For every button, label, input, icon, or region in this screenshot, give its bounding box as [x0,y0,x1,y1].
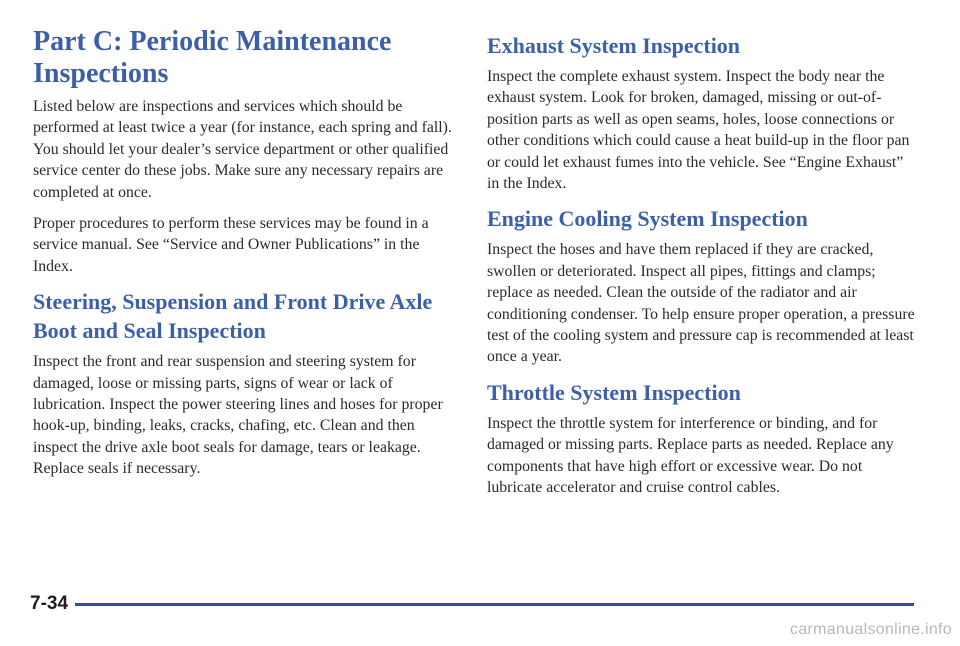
watermark: carmanualsonline.info [790,621,952,638]
intro-paragraph: Listed below are inspections and services which should be performed at least twice a year (for instance, each spring and fall). You should let your dealer’s service department or other qualified service center do these jobs. Make sure any necessary repairs are completed at once. [33,98,452,201]
throttle-paragraph: Inspect the throttle system for interference or binding, and for damaged or missing parts. Replace parts as needed. Replace any components that have high effort or excessive wear. Do not lubricate accelerator and cruise control cables. [487,414,894,497]
right-column [487,26,917,509]
procedures-paragraph: Proper procedures to perform these services may be found in a service manual. See “Service and Owner Publications” in the Index. [33,215,429,275]
steering-paragraph: Inspect the front and rear suspension and steering system for damaged, loose or missing parts, signs of wear or lack of lubrication. Inspect the power steering lines and hoses for proper hook-up, binding, leaks, cracks, chafing, etc. Clean and then inspect the drive axle boot seals for damage, tears or leakage. Replace seals if necessary. [33,353,443,478]
steering-heading: Steering, Suspension and Front Drive Axle Boot and Seal Inspection [33,289,433,344]
cooling-heading: Engine Cooling System Inspection [487,206,808,232]
page-footer [30,592,914,616]
page-number: 7-34 [30,593,69,614]
exhaust-heading: Exhaust System Inspection [487,33,741,58]
footer-rule [75,603,914,606]
cooling-paragraph: Inspect the hoses and have them replaced if they are cracked, swollen or deteriorated. Inspect all pipes, fittings and clamps; replace as needed. Clean the outside of the radiator and air conditioning condenser. To help ensure proper operation, a pressure test of the cooling system and pressure cap is recommended at least once a year. [487,241,915,366]
left-column [33,26,458,490]
page-title: Part C: Periodic Maintenance Inspections [33,26,392,89]
throttle-heading: Throttle System Inspection [487,379,741,405]
exhaust-paragraph: Inspect the complete exhaust system. Inspect the body near the exhaust system. Look for broken, damaged, missing or out-of-position parts as well as open seams, holes, loose connections or other conditions which could cause a heat build-up in the floor pan or could let exhaust fumes into the vehicle. See “Engine Exhaust” in the Index. [487,68,910,193]
